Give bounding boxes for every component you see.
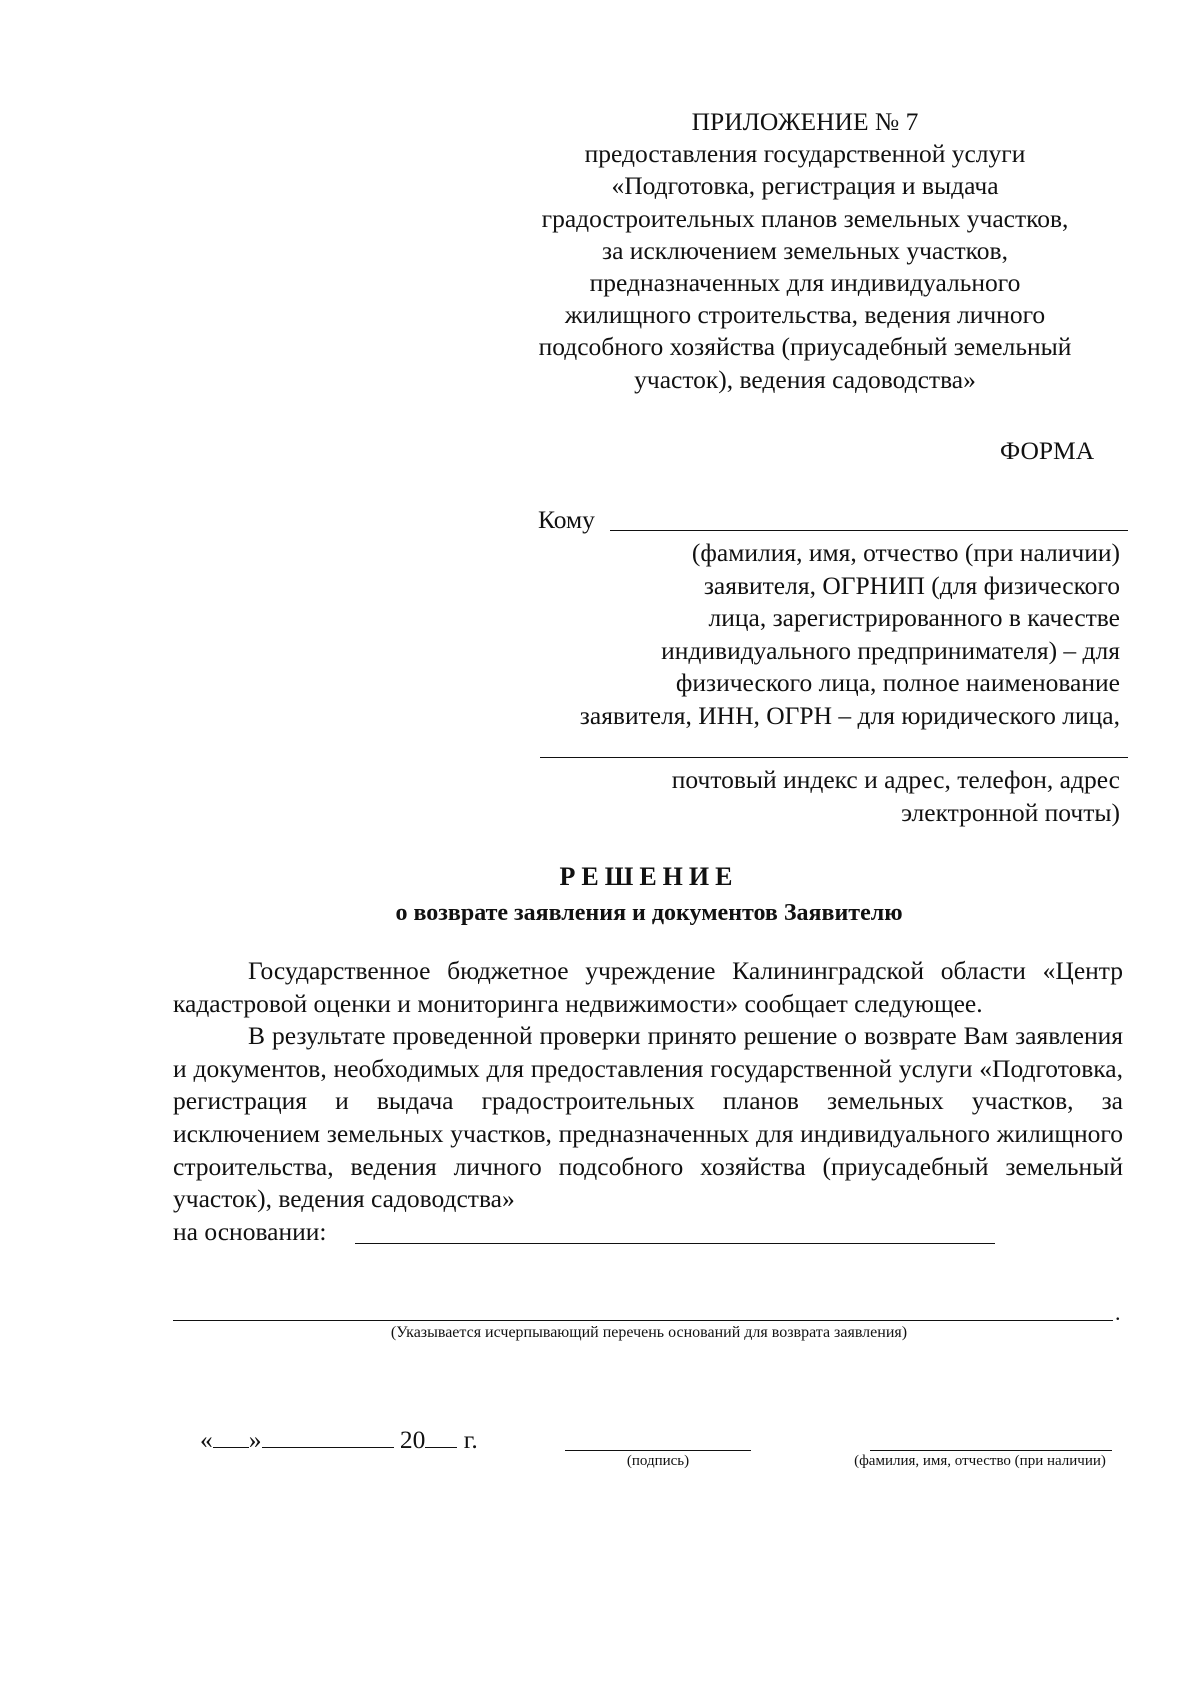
date-quote-open: « <box>200 1425 213 1454</box>
signature-caption: (подпись) <box>626 1453 690 1469</box>
basis-end-mark: . <box>1115 1300 1121 1325</box>
appendix-line: «Подготовка, регистрация и выдача <box>611 171 999 201</box>
decision-body <box>173 955 1123 1248</box>
appendix-header <box>510 106 1100 396</box>
recipient-description-line: заявителя, ОГРНИП (для физического <box>703 570 1120 600</box>
date-year-blank[interactable] <box>425 1425 457 1448</box>
recipient-description-line: индивидуального предпринимателя) – для <box>661 635 1120 665</box>
date-quote-close: » <box>248 1425 262 1454</box>
name-caption: (фамилия, имя, отчество (при наличии) <box>854 1453 1106 1469</box>
appendix-title: ПРИЛОЖЕНИЕ № 7 <box>691 107 919 136</box>
basis-full-fill-line[interactable] <box>173 1320 1113 1321</box>
basis-label: на основании: <box>173 1216 327 1246</box>
recipient-description <box>500 537 1120 732</box>
appendix-line: жилищного строительства, ведения личного <box>564 300 1046 330</box>
appendix-line: предоставления государственной услуги <box>584 139 1026 169</box>
recipient-label: Кому <box>538 505 595 534</box>
appendix-line: предназначенных для индивидуального <box>589 268 1021 298</box>
basis-caption: (Указывается исчерпывающий перечень оснований для возврата заявления) <box>390 1324 908 1341</box>
date-year-suffix: г. <box>463 1425 478 1454</box>
address-description <box>500 763 1120 829</box>
date-year-prefix: 20 <box>399 1425 426 1454</box>
form-label: ФОРМА <box>1000 436 1095 465</box>
appendix-line: участок), ведения садоводства» <box>634 364 976 394</box>
appendix-line: за исключением земельных участков, <box>602 235 1008 265</box>
body-paragraph: Государственное бюджетное учреждение Калининградской области «Центр кадастровой оценки и мониторинга недвижимости» сообщает следующее. <box>173 956 1123 1018</box>
signature-fill-line[interactable] <box>565 1450 751 1451</box>
date-field <box>200 1425 478 1455</box>
recipient-description-line: заявителя, ИНН, ОГРН – для юридического лица, <box>579 700 1120 730</box>
name-fill-line[interactable] <box>870 1450 1112 1451</box>
body-paragraph: В результате проведенной проверки принято решение о возврате Вам заявления и документов, необходимых для предоставления государственной услуги «Подготовка, регистрация и выдача градостроительных планов земельных участков, за исключением земельных участков, предназначенных для индивидуального жилищного строительства, ведения личного подсобного хозяйства (приусадебный земельный участок), ведения садоводства» <box>173 1021 1123 1214</box>
appendix-line: подсобного хозяйства (приусадебный земельный <box>538 332 1072 362</box>
recipient-second-fill-line[interactable] <box>540 757 1128 758</box>
appendix-line: градостроительных планов земельных участков, <box>541 203 1069 233</box>
recipient-description-line: физического лица, полное наименование <box>675 668 1120 697</box>
recipient-description-line: (фамилия, имя, отчество (при наличии) <box>691 538 1120 567</box>
recipient-description-line: лица, зарегистрированного в качестве <box>708 603 1120 632</box>
address-description-line: электронной почты) <box>901 798 1120 827</box>
address-description-line: почтовый индекс и адрес, телефон, адрес <box>671 765 1120 794</box>
recipient-fill-line[interactable] <box>610 530 1128 531</box>
decision-subtitle: о возврате заявления и документов Заявителю <box>395 900 903 926</box>
decision-title: РЕШЕНИЕ <box>559 862 739 891</box>
date-day-blank[interactable] <box>213 1425 249 1448</box>
basis-row <box>173 1216 1123 1248</box>
date-month-blank[interactable] <box>262 1425 394 1448</box>
basis-fill-line[interactable] <box>355 1243 995 1244</box>
